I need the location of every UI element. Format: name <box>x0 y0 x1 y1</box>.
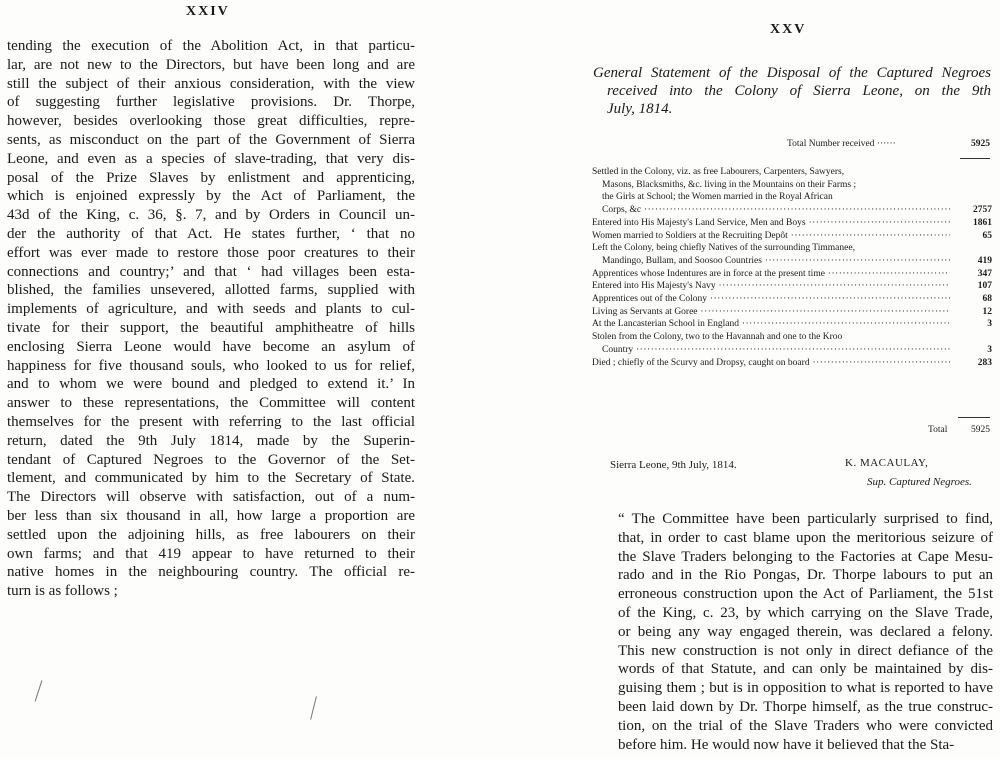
total-received-label: Total Number received <box>787 139 875 149</box>
total-received-row <box>787 138 990 150</box>
entry-value: 107 <box>977 281 992 292</box>
statement-title <box>593 64 991 118</box>
text-line: tendant of Captured Negroes to the Governor of the Set- <box>7 451 415 468</box>
text-line: that, in order to cast blame upon the meritorious seizure of <box>618 529 993 546</box>
text-line: happiness for five thousand souls, who looked to us for relief, <box>7 357 415 374</box>
grand-total-row <box>928 424 990 436</box>
entry-text: At the Lancasterian School in England ····· <box>592 318 950 331</box>
text-line: tion, on the trial of the Slave Traders who were convicted <box>618 717 993 734</box>
entry-text: Corps, &c ····· <box>592 204 950 217</box>
entry-text: Masons, Blacksmiths, &c. living in the Mountains on their Farms ; <box>602 179 857 190</box>
statement-entry <box>592 268 992 281</box>
right-page <box>500 0 1000 759</box>
statement-entry <box>592 331 992 356</box>
signoff-title: Sup. Captured Negroes. <box>867 476 972 488</box>
statement-title-line: received into the Colony of Sierra Leone, on the 9th <box>607 83 991 99</box>
text-line: tlement, and communicated by him to the Secretary of State. <box>7 470 415 487</box>
entry-value: 1861 <box>973 217 992 228</box>
signoff-place-date: Sierra Leone, 9th July, 1814. <box>610 459 737 471</box>
entry-value: 3 <box>987 319 992 330</box>
body-text <box>7 37 415 601</box>
text-line: The Directors will observe with satisfaction, out of a num- <box>7 489 415 506</box>
text-line: guising them ; but is in opposition to what is reported to have <box>618 680 993 697</box>
entry-text: Left the Colony, being chiefly Natives of the surrounding Timmanee, <box>592 243 855 254</box>
text-line: lar, are not new to the Directors, but have been long and are <box>7 56 415 73</box>
statement-entries <box>592 166 992 369</box>
leader-dots: ······ <box>874 139 896 149</box>
text-line: posal of the Prize Slaves by enlistment and apprenticing, <box>7 169 415 186</box>
text-line: ber less than six thousand in all, how large a proportion are <box>7 507 415 524</box>
total-value: 5925 <box>971 425 990 435</box>
signoff-name: K. MACAULAY, <box>845 457 929 469</box>
statement-entry <box>592 166 992 217</box>
entry-text: Stolen from the Colony, two to the Havannah and one to the Kroo <box>592 332 843 343</box>
text-line: effort was ever made to restore those poor creatures to their <box>7 244 415 261</box>
text-line: Leone, and even as a species of slave-trading, that very dis- <box>7 150 415 167</box>
text-line: of suggesting further legislative provisions. Dr. Thorpe, <box>7 94 415 111</box>
entry-value: 2757 <box>973 205 992 216</box>
entry-value: 283 <box>977 357 992 368</box>
rule <box>958 417 990 418</box>
entry-text: Country ····· <box>592 344 950 357</box>
text-line: and to whom we were bound and pledged to extend it.’ In <box>7 376 415 393</box>
entry-text: Settled in the Colony, viz. as free Labourers, Carpenters, Sawyers, <box>592 167 845 177</box>
entry-value: 65 <box>982 230 992 241</box>
entry-text: Mandingo, Bullam, and Soosoo Countries ····· <box>592 255 950 268</box>
text-line: own farms; and that 419 appear to have returned to their <box>7 545 415 562</box>
entry-value: 3 <box>987 344 992 355</box>
text-line: blished, the families unsevered, allotted farms, supplied with <box>7 282 415 299</box>
text-line: enclosing Sierra Leone would have become an asylum of <box>7 338 415 355</box>
text-line: or being any way engaged therein, was declared a felony. <box>618 623 993 640</box>
entry-value: 12 <box>982 306 992 317</box>
entry-text: Entered into His Majesty's Navy ····· <box>592 280 950 293</box>
entry-text: Living as Servants at Goree ····· <box>592 306 950 319</box>
rule <box>960 158 990 159</box>
text-line: connections and country;’ and that ‘ had villages been esta- <box>7 263 415 280</box>
body-text <box>618 510 993 754</box>
statement-entry <box>592 293 992 306</box>
statement-entry <box>592 242 992 267</box>
text-line: settled upon the adjoining hills, as free labourers on their <box>7 526 415 543</box>
entry-value: 68 <box>982 294 992 305</box>
statement-entry <box>592 306 992 319</box>
text-line: been laid down by Dr. Thorpe himself, as the true construc- <box>618 698 993 715</box>
text-line: erroneous construction upon the Act of Parliament, the 51st <box>618 586 993 603</box>
text-line: before him. He would now have it believed that the Sta- <box>618 736 955 753</box>
text-line: the Slave Traders belonging to the Factories at Cape Mesu- <box>618 548 993 565</box>
statement-entry <box>592 357 992 370</box>
entry-text: Apprentices whose Indentures are in force at the present time ····· <box>592 268 950 281</box>
text-line: native homes in the neighbouring country. The official re- <box>7 564 415 581</box>
statement-entry <box>592 280 992 293</box>
text-line: der the authority of that Act. He states further, ‘ that no <box>7 225 415 242</box>
text-line: turn is as follows ; <box>7 583 118 600</box>
text-line: however, besides overlooking those great difficulties, repre- <box>7 113 415 130</box>
text-line: sents, as misconduct on the part of the Government of Sierra <box>7 131 415 148</box>
pencil-mark <box>35 680 43 701</box>
entry-value: 347 <box>977 268 992 279</box>
page-number: XXV <box>770 22 807 37</box>
statement-title-line: July, 1814. <box>607 101 673 117</box>
entry-text: Entered into His Majesty's Land Service, Men and Boys ····· <box>592 217 950 230</box>
text-line: implements of agriculture, and with seeds and plants to cul- <box>7 301 415 318</box>
text-line: “ The Committee have been particularly surprised to find, <box>618 511 993 527</box>
text-line: rado and in the Rio Pongas, Dr. Thorpe labours to put an <box>618 567 993 584</box>
text-line: answer to these representations, the Committee will content <box>7 395 415 412</box>
statement-entry <box>592 230 992 243</box>
text-line: tivate for their support, the beautiful amphitheatre of hills <box>7 319 415 336</box>
text-line: tending the execution of the Abolition Act, in that particu- <box>7 38 415 54</box>
text-line: return, dated the 9th July 1814, made by the Superin- <box>7 432 415 449</box>
entry-text: Apprentices out of the Colony ····· <box>592 293 950 306</box>
text-line: of the King, c. 23, by which carrying on the Slave Trade, <box>618 604 993 621</box>
text-line: themselves for the present with referring to the last official <box>7 413 415 430</box>
page-number: XXIV <box>186 4 230 19</box>
statement-title-line: General Statement of the Disposal of the Captured Negroes <box>593 65 991 81</box>
total-label: Total <box>928 425 948 435</box>
text-line: still the subject of their anxious consideration, with the view <box>7 75 415 92</box>
text-line: 43d of the King, c. 36, §. 7, and by Orders in Council un- <box>7 207 415 224</box>
text-line: This new construction is not only in direct defiance of the <box>618 642 993 659</box>
entry-text: Women married to Soldiers at the Recruiting Depôt ····· <box>592 230 950 243</box>
entry-text: Died ; chiefly of the Scurvy and Dropsy, caught on board ····· <box>592 357 950 370</box>
statement-entry <box>592 318 992 331</box>
text-line: words of that Statute, and can only be maintained by dis- <box>618 661 993 678</box>
entry-value: 419 <box>977 255 992 266</box>
statement-entry <box>592 217 992 230</box>
total-received-value: 5925 <box>971 139 990 149</box>
pencil-mark <box>310 696 317 720</box>
entry-text: the Girls at School; the Women married in the Royal African <box>602 192 833 203</box>
text-line: which is enjoined expressly by the Act of Parliament, the <box>7 188 415 205</box>
